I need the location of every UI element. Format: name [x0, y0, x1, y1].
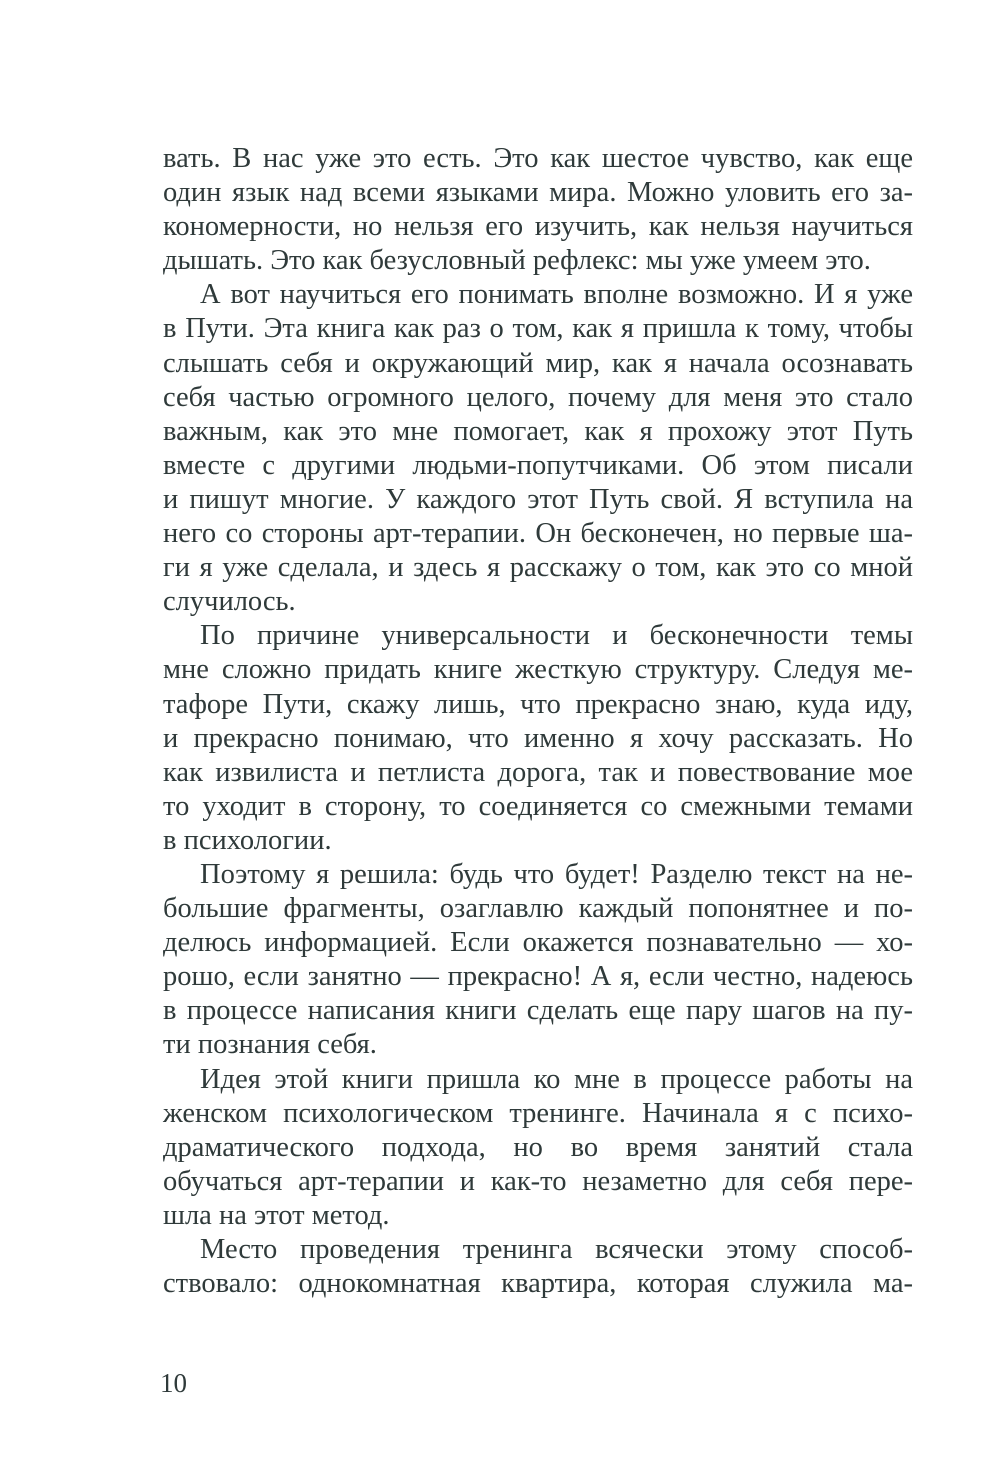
- text-line: ти познания себя.: [163, 1029, 377, 1061]
- text-line: ги я уже сделала, и здесь я расскажу о том, как это со мной: [163, 552, 913, 584]
- text-line: ствовало: однокомнатная квартира, которая служила ма-: [163, 1268, 913, 1300]
- text-line: себя частью огромного целого, почему для меня это стало: [163, 381, 913, 413]
- text-line: Идея этой книги пришла ко мне в процессе работы на: [200, 1063, 913, 1095]
- text-line: А вот научиться его понимать вполне возможно. И я уже: [200, 279, 913, 311]
- text-line: делюсь информацией. Если окажется познавательно — хо-: [163, 927, 913, 959]
- text-line: то уходит в сторону, то соединяется со смежными темами: [163, 790, 913, 822]
- text-line: обучаться арт-терапии и как-то незаметно для себя пере-: [163, 1165, 913, 1197]
- text-line: вать. В нас уже это есть. Это как шестое чувство, как еще: [163, 143, 913, 174]
- paragraph: [163, 278, 913, 619]
- text-line: шла на этот метод.: [163, 1199, 390, 1231]
- text-line: случилось.: [163, 586, 296, 618]
- text-line: дышать. Это как безусловный рефлекс: мы уже умеем это.: [163, 245, 871, 277]
- body-text: [163, 142, 913, 1301]
- page-number: 10: [160, 1368, 187, 1398]
- text-line: кономерности, но нельзя его изучить, как нельзя научиться: [163, 211, 913, 243]
- text-line: По причине универсальности и бесконечности темы: [200, 620, 913, 652]
- text-line: драматического подхода, но во время занятий стала: [163, 1131, 913, 1163]
- text-line: мне сложно придать книге жесткую структуру. Следуя ме-: [163, 654, 913, 686]
- text-line: в психологии.: [163, 824, 332, 856]
- text-line: тафоре Пути, скажу лишь, что прекрасно знаю, куда иду,: [163, 688, 913, 720]
- text-line: как извилиста и петлиста дорога, так и повествование мое: [163, 756, 913, 788]
- text-line: важным, как это мне помогает, как я прохожу этот Путь: [163, 415, 913, 447]
- text-line: слышать себя и окружающий мир, как я начала осознавать: [163, 347, 913, 379]
- paragraph: [163, 1233, 913, 1301]
- text-line: него со стороны арт-терапии. Он бесконечен, но первые ша-: [163, 518, 913, 550]
- paragraph: [163, 619, 913, 858]
- text-line: один язык над всеми языками мира. Можно уловить его за-: [163, 177, 913, 209]
- text-line: и прекрасно понимаю, что именно я хочу рассказать. Но: [163, 722, 913, 754]
- text-line: большие фрагменты, озаглавлю каждый попонятнее и по-: [163, 893, 913, 925]
- text-line: женском психологическом тренинге. Начинала я с психо-: [163, 1097, 913, 1129]
- text-line: в процессе написания книги сделать еще пару шагов на пу-: [163, 995, 913, 1027]
- text-line: Поэтому я решила: будь что будет! Разделю текст на не-: [200, 858, 913, 890]
- text-line: в Пути. Эта книга как раз о том, как я пришла к тому, чтобы: [163, 313, 913, 345]
- text-line: вместе с другими людьми-попутчиками. Об этом писали: [163, 449, 913, 481]
- paragraph: [163, 142, 913, 278]
- paragraph: [163, 1063, 913, 1233]
- paragraph: [163, 858, 913, 1063]
- text-line: рошо, если занятно — прекрасно! А я, если честно, надеюсь: [163, 961, 913, 993]
- text-line: Место проведения тренинга всячески этому способ-: [200, 1234, 913, 1265]
- text-line: и пишут многие. У каждого этот Путь свой. Я вступила на: [163, 483, 913, 515]
